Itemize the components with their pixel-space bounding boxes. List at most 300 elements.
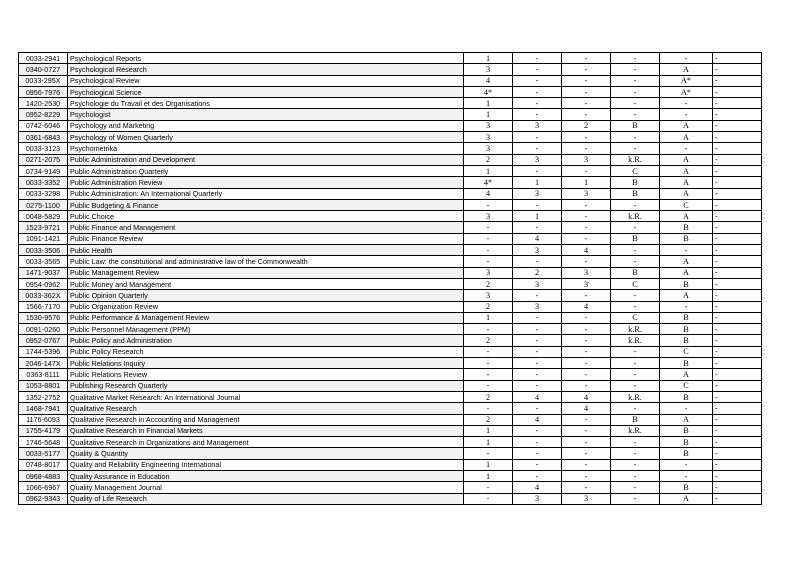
- rating-cell: -: [713, 98, 762, 109]
- rating-cell: B: [611, 177, 660, 188]
- rating-cell: -: [513, 109, 562, 120]
- journal-title-cell: Public Administration and Development: [68, 154, 464, 165]
- table-row: [19, 482, 762, 493]
- table-row: [19, 346, 762, 357]
- rating-cell: -: [713, 211, 762, 222]
- rating-cell: -: [713, 267, 762, 278]
- rating-cell: A: [660, 211, 713, 222]
- rating-cell: -: [562, 86, 611, 97]
- rating-cell: -: [464, 256, 513, 267]
- rating-cell: -: [713, 448, 762, 459]
- journal-title-cell: Public Relations Inquiry: [68, 358, 464, 369]
- rating-cell: B: [660, 278, 713, 289]
- rating-cell: k.R.: [611, 324, 660, 335]
- rating-cell: -: [660, 470, 713, 481]
- table-row: [19, 459, 762, 470]
- journal-title-cell: Public Policy and Administration: [68, 335, 464, 346]
- rating-cell: B: [660, 312, 713, 323]
- rating-cell: -: [513, 312, 562, 323]
- rating-cell: -: [513, 369, 562, 380]
- rating-cell: 3: [562, 154, 611, 165]
- rating-cell: k.R.: [611, 154, 660, 165]
- rating-cell: -: [713, 414, 762, 425]
- table-row: [19, 301, 762, 312]
- table-row: [19, 222, 762, 233]
- table-row: [19, 414, 762, 425]
- rating-cell: -: [611, 64, 660, 75]
- issn-cell: 1420-2530: [19, 98, 68, 109]
- rating-cell: -: [713, 132, 762, 143]
- rating-cell: A: [660, 120, 713, 131]
- journal-title-cell: Public Choice: [68, 211, 464, 222]
- rating-cell: -: [562, 143, 611, 154]
- rating-cell: -: [611, 53, 660, 64]
- rating-cell: 3: [562, 278, 611, 289]
- rating-cell: -: [713, 459, 762, 470]
- rating-cell: -: [611, 380, 660, 391]
- journal-title-cell: Qualitative Research: [68, 403, 464, 414]
- rating-cell: A: [660, 414, 713, 425]
- journal-title-cell: Psychological Science: [68, 86, 464, 97]
- rating-cell: A: [660, 177, 713, 188]
- rating-cell: A: [660, 154, 713, 165]
- rating-cell: 3: [513, 245, 562, 256]
- issn-cell: 0275-1100: [19, 199, 68, 210]
- rating-cell: -: [713, 346, 762, 357]
- rating-cell: A: [660, 493, 713, 504]
- rating-cell: -: [713, 380, 762, 391]
- rating-cell: -: [464, 324, 513, 335]
- rating-cell: 4: [562, 391, 611, 402]
- rating-cell: -: [464, 233, 513, 244]
- issn-cell: 1523-9721: [19, 222, 68, 233]
- issn-cell: 0033-362X: [19, 290, 68, 301]
- rating-cell: 2: [464, 278, 513, 289]
- rating-cell: 3: [562, 188, 611, 199]
- issn-cell: 1471-9037: [19, 267, 68, 278]
- journal-title-cell: Public Management Review: [68, 267, 464, 278]
- table-row: [19, 448, 762, 459]
- rating-cell: C: [660, 346, 713, 357]
- journal-title-cell: Public Relations Review: [68, 369, 464, 380]
- table-row: [19, 165, 762, 176]
- journal-title-cell: Psychological Research: [68, 64, 464, 75]
- journal-title-cell: Psychologie du Travail et des Organisations: [68, 98, 464, 109]
- rating-cell: 1: [464, 109, 513, 120]
- journal-title-cell: Public Law: the constitutional and administrative law of the Commonwealth: [68, 256, 464, 267]
- rating-cell: -: [713, 199, 762, 210]
- rating-cell: -: [562, 448, 611, 459]
- rating-cell: -: [611, 448, 660, 459]
- rating-cell: -: [562, 233, 611, 244]
- rating-cell: -: [513, 86, 562, 97]
- rating-cell: -: [611, 132, 660, 143]
- rating-cell: 1: [464, 459, 513, 470]
- journal-title-cell: Public Organization Review: [68, 301, 464, 312]
- issn-cell: 0033-3506: [19, 245, 68, 256]
- journal-title-cell: Public Administration Quarterly: [68, 165, 464, 176]
- rating-cell: -: [513, 459, 562, 470]
- rating-cell: -: [513, 256, 562, 267]
- rating-cell: -: [513, 199, 562, 210]
- journal-title-cell: Publishing Research Quarterly: [68, 380, 464, 391]
- table-row: [19, 403, 762, 414]
- issn-cell: 0954-0962: [19, 278, 68, 289]
- rating-cell: A*: [660, 86, 713, 97]
- issn-cell: 0033-3565: [19, 256, 68, 267]
- rating-cell: B: [611, 233, 660, 244]
- table-row: [19, 53, 762, 64]
- journal-ranking-table: [18, 52, 762, 505]
- issn-cell: 0033-3123: [19, 143, 68, 154]
- rating-cell: 3: [513, 278, 562, 289]
- rating-cell: -: [562, 64, 611, 75]
- rating-cell: -: [562, 53, 611, 64]
- issn-cell: 0033-3298: [19, 188, 68, 199]
- rating-cell: -: [713, 75, 762, 86]
- table-row: [19, 312, 762, 323]
- table-row: [19, 335, 762, 346]
- rating-cell: -: [513, 437, 562, 448]
- rating-cell: k.R.: [611, 211, 660, 222]
- journal-title-cell: Quality and Reliability Engineering International: [68, 459, 464, 470]
- rating-cell: B: [660, 324, 713, 335]
- rating-cell: C: [611, 278, 660, 289]
- rating-cell: -: [562, 414, 611, 425]
- rating-cell: -: [562, 470, 611, 481]
- rating-cell: 3: [464, 143, 513, 154]
- rating-cell: -: [562, 358, 611, 369]
- rating-cell: B: [660, 482, 713, 493]
- rating-cell: -: [611, 86, 660, 97]
- rating-cell: -: [611, 98, 660, 109]
- rating-cell: B: [660, 448, 713, 459]
- rating-cell: -: [562, 482, 611, 493]
- rating-cell: -: [464, 346, 513, 357]
- table-row: [19, 437, 762, 448]
- journal-title-cell: Qualitative Research in Accounting and Management: [68, 414, 464, 425]
- issn-cell: 1566-7170: [19, 301, 68, 312]
- table-row: [19, 369, 762, 380]
- issn-cell: 1066-6967: [19, 482, 68, 493]
- rating-cell: -: [713, 278, 762, 289]
- rating-cell: -: [713, 120, 762, 131]
- journal-title-cell: Quality Management Journal: [68, 482, 464, 493]
- table-row: [19, 120, 762, 131]
- rating-cell: 4*: [464, 86, 513, 97]
- rating-cell: -: [611, 403, 660, 414]
- rating-cell: -: [611, 358, 660, 369]
- issn-cell: 1352-2752: [19, 391, 68, 402]
- issn-cell: 0048-5829: [19, 211, 68, 222]
- issn-cell: 0363-8111: [19, 369, 68, 380]
- rating-cell: -: [513, 64, 562, 75]
- rating-cell: 4: [464, 75, 513, 86]
- rating-cell: -: [562, 425, 611, 436]
- rating-cell: A*: [660, 75, 713, 86]
- table-row: [19, 245, 762, 256]
- rating-cell: -: [513, 448, 562, 459]
- rating-cell: -: [713, 233, 762, 244]
- issn-cell: 1176-6093: [19, 414, 68, 425]
- rating-cell: B: [611, 267, 660, 278]
- rating-cell: 3: [464, 267, 513, 278]
- rating-cell: 1: [464, 437, 513, 448]
- journal-title-cell: Qualitative Market Research: An International Journal: [68, 391, 464, 402]
- rating-cell: -: [713, 222, 762, 233]
- issn-cell: 0968-4883: [19, 470, 68, 481]
- table-row: [19, 132, 762, 143]
- rating-cell: -: [660, 403, 713, 414]
- rating-cell: -: [713, 154, 762, 165]
- rating-cell: -: [713, 290, 762, 301]
- rating-cell: -: [513, 470, 562, 481]
- rating-cell: -: [611, 301, 660, 312]
- rating-cell: 3: [562, 267, 611, 278]
- issn-cell: 0033-3352: [19, 177, 68, 188]
- table-row: [19, 470, 762, 481]
- journal-title-cell: Quality Assurance in Education: [68, 470, 464, 481]
- rating-cell: -: [713, 256, 762, 267]
- table-row: [19, 188, 762, 199]
- rating-cell: C: [611, 165, 660, 176]
- issn-cell: 2046-147X: [19, 358, 68, 369]
- rating-cell: C: [611, 312, 660, 323]
- journal-title-cell: Qualitative Research in Financial Markets: [68, 425, 464, 436]
- table-row: [19, 143, 762, 154]
- table-row: [19, 177, 762, 188]
- rating-cell: -: [464, 403, 513, 414]
- rating-cell: -: [713, 165, 762, 176]
- table-row: [19, 75, 762, 86]
- rating-cell: 4: [513, 482, 562, 493]
- rating-cell: B: [611, 120, 660, 131]
- rating-cell: -: [611, 470, 660, 481]
- rating-cell: -: [513, 290, 562, 301]
- rating-cell: -: [713, 493, 762, 504]
- rating-cell: -: [562, 132, 611, 143]
- rating-cell: k.R.: [611, 425, 660, 436]
- issn-cell: 0952-8229: [19, 109, 68, 120]
- rating-cell: 3: [513, 188, 562, 199]
- rating-cell: 3: [464, 211, 513, 222]
- issn-cell: 1053-8801: [19, 380, 68, 391]
- rating-cell: A: [660, 256, 713, 267]
- rating-cell: 4*: [464, 177, 513, 188]
- issn-cell: 0361-6843: [19, 132, 68, 143]
- rating-cell: 2: [464, 154, 513, 165]
- journal-title-cell: Public Finance and Management: [68, 222, 464, 233]
- journal-title-cell: Quality & Quantity: [68, 448, 464, 459]
- rating-cell: B: [660, 222, 713, 233]
- rating-cell: -: [464, 482, 513, 493]
- rating-cell: -: [513, 380, 562, 391]
- rating-cell: 4: [513, 233, 562, 244]
- journal-title-cell: Psychology of Women Quarterly: [68, 132, 464, 143]
- issn-cell: 1755-4179: [19, 425, 68, 436]
- rating-cell: -: [611, 437, 660, 448]
- rating-cell: 2: [464, 391, 513, 402]
- table-body: [19, 53, 762, 505]
- rating-cell: 3: [464, 64, 513, 75]
- rating-cell: -: [513, 53, 562, 64]
- rating-cell: -: [713, 86, 762, 97]
- rating-cell: -: [464, 369, 513, 380]
- rating-cell: 3: [513, 120, 562, 131]
- rating-cell: 4: [464, 188, 513, 199]
- table-row: [19, 211, 762, 222]
- rating-cell: -: [713, 335, 762, 346]
- rating-cell: 1: [464, 312, 513, 323]
- rating-cell: B: [611, 188, 660, 199]
- rating-cell: k.R.: [611, 335, 660, 346]
- rating-cell: -: [513, 143, 562, 154]
- rating-cell: -: [562, 369, 611, 380]
- table-row: [19, 109, 762, 120]
- rating-cell: -: [713, 177, 762, 188]
- rating-cell: 1: [513, 177, 562, 188]
- rating-cell: B: [611, 414, 660, 425]
- rating-cell: 2: [513, 267, 562, 278]
- rating-cell: -: [713, 143, 762, 154]
- journal-title-cell: Qualitative Research in Organizations and Management: [68, 437, 464, 448]
- issn-cell: 0271-2075: [19, 154, 68, 165]
- rating-cell: -: [562, 222, 611, 233]
- rating-cell: 3: [513, 154, 562, 165]
- rating-cell: 3: [562, 493, 611, 504]
- rating-cell: 1: [562, 177, 611, 188]
- journal-title-cell: Public Money and Management: [68, 278, 464, 289]
- rating-cell: -: [464, 380, 513, 391]
- rating-cell: 3: [464, 290, 513, 301]
- rating-cell: -: [713, 425, 762, 436]
- rating-cell: -: [562, 437, 611, 448]
- journal-title-cell: Quality of Life Research: [68, 493, 464, 504]
- rating-cell: -: [513, 75, 562, 86]
- rating-cell: -: [464, 199, 513, 210]
- rating-cell: -: [562, 324, 611, 335]
- rating-cell: 1: [464, 53, 513, 64]
- table-row: [19, 493, 762, 504]
- rating-cell: -: [562, 211, 611, 222]
- rating-cell: -: [713, 312, 762, 323]
- issn-cell: 0734-9149: [19, 165, 68, 176]
- table-row: [19, 391, 762, 402]
- rating-cell: -: [611, 199, 660, 210]
- rating-cell: 4: [562, 301, 611, 312]
- journal-title-cell: Public Policy Research: [68, 346, 464, 357]
- rating-cell: A: [660, 64, 713, 75]
- rating-cell: 2: [464, 335, 513, 346]
- rating-cell: -: [660, 109, 713, 120]
- rating-cell: -: [713, 470, 762, 481]
- rating-cell: -: [562, 335, 611, 346]
- journal-title-cell: Psychometrika: [68, 143, 464, 154]
- rating-cell: -: [611, 369, 660, 380]
- rating-cell: -: [513, 403, 562, 414]
- rating-cell: -: [464, 245, 513, 256]
- rating-cell: 2: [464, 414, 513, 425]
- rating-cell: -: [464, 493, 513, 504]
- issn-cell: 1746-5648: [19, 437, 68, 448]
- rating-cell: -: [464, 222, 513, 233]
- rating-cell: 4: [562, 245, 611, 256]
- rating-cell: -: [660, 245, 713, 256]
- rating-cell: -: [562, 290, 611, 301]
- rating-cell: -: [713, 391, 762, 402]
- rating-cell: 4: [562, 403, 611, 414]
- rating-cell: B: [660, 425, 713, 436]
- rating-cell: 2: [562, 120, 611, 131]
- rating-cell: -: [513, 165, 562, 176]
- rating-cell: B: [660, 437, 713, 448]
- journal-title-cell: Public Opinion Quarterly: [68, 290, 464, 301]
- rating-cell: -: [513, 222, 562, 233]
- rating-cell: -: [464, 358, 513, 369]
- table-row: [19, 199, 762, 210]
- rating-cell: -: [611, 245, 660, 256]
- rating-cell: C: [660, 199, 713, 210]
- rating-cell: -: [611, 143, 660, 154]
- issn-cell: 0033-2941: [19, 53, 68, 64]
- rating-cell: -: [611, 75, 660, 86]
- issn-cell: 0952-0767: [19, 335, 68, 346]
- issn-cell: 0091-0260: [19, 324, 68, 335]
- issn-cell: 0962-9343: [19, 493, 68, 504]
- rating-cell: A: [660, 267, 713, 278]
- rating-cell: 3: [464, 132, 513, 143]
- rating-cell: -: [611, 346, 660, 357]
- rating-cell: 3: [513, 493, 562, 504]
- rating-cell: -: [611, 256, 660, 267]
- issn-cell: 0033-295X: [19, 75, 68, 86]
- rating-cell: A: [660, 165, 713, 176]
- rating-cell: -: [513, 324, 562, 335]
- rating-cell: -: [660, 98, 713, 109]
- journal-title-cell: Public Administration Review: [68, 177, 464, 188]
- rating-cell: A: [660, 132, 713, 143]
- journal-title-cell: Public Personnel Management (PPM): [68, 324, 464, 335]
- issn-cell: 0033-5177: [19, 448, 68, 459]
- issn-cell: 1468-7941: [19, 403, 68, 414]
- rating-cell: -: [713, 64, 762, 75]
- issn-cell: 0956-7976: [19, 86, 68, 97]
- rating-cell: -: [713, 188, 762, 199]
- rating-cell: -: [562, 109, 611, 120]
- table-row: [19, 154, 762, 165]
- rating-cell: -: [713, 358, 762, 369]
- rating-cell: -: [660, 53, 713, 64]
- rating-cell: A: [660, 290, 713, 301]
- rating-cell: 1: [464, 425, 513, 436]
- rating-cell: -: [713, 109, 762, 120]
- rating-cell: A: [660, 369, 713, 380]
- rating-cell: -: [562, 312, 611, 323]
- rating-cell: -: [562, 98, 611, 109]
- rating-cell: 4: [513, 391, 562, 402]
- rating-cell: -: [562, 165, 611, 176]
- rating-cell: 1: [464, 98, 513, 109]
- journal-title-cell: Psychology and Marketing: [68, 120, 464, 131]
- journal-title-cell: Psychological Review: [68, 75, 464, 86]
- rating-cell: 1: [464, 165, 513, 176]
- rating-cell: -: [713, 403, 762, 414]
- journal-title-cell: Public Performance & Management Review: [68, 312, 464, 323]
- table-row: [19, 233, 762, 244]
- rating-cell: -: [611, 109, 660, 120]
- rating-cell: -: [562, 256, 611, 267]
- rating-cell: -: [513, 358, 562, 369]
